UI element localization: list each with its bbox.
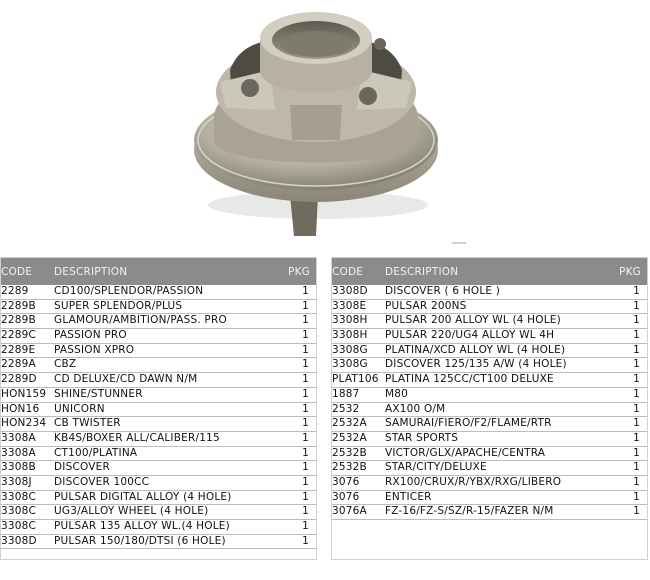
part-code: 3308B bbox=[1, 461, 36, 474]
package-qty: 1 bbox=[633, 343, 640, 356]
part-description: AX100 O/M bbox=[385, 402, 446, 415]
part-code: 2532A bbox=[332, 417, 367, 430]
part-description: CD100/SPLENDOR/PASSION bbox=[54, 285, 204, 297]
table-row bbox=[1, 285, 316, 300]
part-description: UNICORN bbox=[54, 402, 105, 415]
table-row bbox=[1, 314, 316, 329]
package-qty: 1 bbox=[633, 475, 640, 488]
part-code: HON16 bbox=[1, 402, 40, 415]
package-qty: 1 bbox=[302, 417, 309, 430]
package-qty: 1 bbox=[302, 431, 309, 444]
package-qty: 1 bbox=[302, 387, 309, 400]
package-qty: 1 bbox=[302, 505, 309, 518]
table-row bbox=[1, 388, 316, 403]
part-description: ENTICER bbox=[385, 490, 432, 503]
part-description: PASSION XPRO bbox=[54, 343, 135, 356]
part-code: 2289E bbox=[1, 343, 36, 356]
table-row bbox=[1, 358, 316, 373]
part-code: PLAT106 bbox=[332, 373, 379, 386]
part-code: 2289A bbox=[1, 358, 36, 371]
package-qty: 1 bbox=[633, 387, 640, 400]
part-code: 3308C bbox=[1, 490, 37, 503]
part-description: DISCOVER 100CC bbox=[54, 475, 150, 488]
part-description: CD DELUXE/CD DAWN N/M bbox=[54, 373, 198, 386]
package-qty: 1 bbox=[633, 417, 640, 430]
package-qty: 1 bbox=[302, 475, 309, 488]
part-description: PULSAR 220/UG4 ALLOY WL 4H bbox=[385, 329, 555, 342]
part-description: DISCOVER ( 6 HOLE ) bbox=[385, 285, 501, 297]
part-code: 3308D bbox=[332, 285, 368, 297]
table-row bbox=[332, 417, 647, 432]
package-qty: 1 bbox=[633, 299, 640, 312]
column-header-code: CODE bbox=[332, 266, 364, 278]
package-qty: 1 bbox=[302, 343, 309, 356]
part-description: M80 bbox=[385, 387, 409, 400]
package-qty: 1 bbox=[302, 402, 309, 415]
part-code: HON234 bbox=[1, 417, 47, 430]
column-header-pkg: PKG bbox=[619, 266, 641, 278]
table-row bbox=[1, 461, 316, 476]
table-row bbox=[332, 285, 647, 300]
part-code: 3308D bbox=[1, 534, 37, 547]
table-row bbox=[332, 491, 647, 506]
part-description: CB TWISTER bbox=[54, 417, 121, 430]
table-row bbox=[332, 476, 647, 491]
table-row bbox=[332, 388, 647, 403]
package-qty: 1 bbox=[302, 373, 309, 386]
part-code: 3076A bbox=[332, 505, 367, 518]
part-description: PULSAR 135 ALLOY WL.(4 HOLE) bbox=[54, 520, 230, 532]
part-code: 2532B bbox=[332, 461, 367, 474]
part-description: SAMURAI/FIERO/F2/FLAME/RTR bbox=[385, 417, 552, 430]
part-description: SHINE/STUNNER bbox=[54, 387, 143, 400]
package-qty: 1 bbox=[633, 402, 640, 415]
part-code: 3308C bbox=[1, 520, 37, 532]
part-code: 2532 bbox=[332, 402, 360, 415]
table-row bbox=[332, 403, 647, 418]
part-description: PULSAR 200 ALLOY WL (4 HOLE) bbox=[385, 314, 561, 327]
part-code: 3308A bbox=[1, 446, 36, 459]
part-description: GLAMOUR/AMBITION/PASS. PRO bbox=[54, 314, 227, 327]
table-row bbox=[332, 300, 647, 315]
table-row bbox=[332, 505, 647, 520]
part-description: KB4S/BOXER ALL/CALIBER/115 bbox=[54, 431, 220, 444]
table-row bbox=[1, 344, 316, 359]
parts-table-left bbox=[0, 257, 317, 560]
package-qty: 1 bbox=[633, 490, 640, 503]
part-code: HON159 bbox=[1, 387, 47, 400]
part-description: STAR SPORTS bbox=[385, 431, 459, 444]
part-description: PLATINA/XCD ALLOY WL (4 HOLE) bbox=[385, 343, 566, 356]
table-row bbox=[332, 358, 647, 373]
part-description: PULSAR 150/180/DTSI (6 HOLE) bbox=[54, 534, 226, 547]
part-description: VICTOR/GLX/APACHE/CENTRA bbox=[385, 446, 546, 459]
parts-table-right bbox=[331, 257, 648, 560]
part-code: 3308C bbox=[1, 505, 37, 518]
table-row bbox=[1, 417, 316, 432]
part-code: 3308E bbox=[332, 299, 367, 312]
part-description: PULSAR DIGITAL ALLOY (4 HOLE) bbox=[54, 490, 232, 503]
part-description: PULSAR 200NS bbox=[385, 299, 467, 312]
table-row bbox=[332, 373, 647, 388]
table-row bbox=[332, 344, 647, 359]
part-code: 2289B bbox=[1, 314, 36, 327]
package-qty: 1 bbox=[302, 299, 309, 312]
package-qty: 1 bbox=[302, 490, 309, 503]
table-row bbox=[332, 329, 647, 344]
part-description: DISCOVER bbox=[54, 461, 110, 474]
part-code: 2289D bbox=[1, 373, 37, 386]
part-code: 3308H bbox=[332, 314, 368, 327]
table-row bbox=[1, 403, 316, 418]
part-code: 2289C bbox=[1, 329, 37, 342]
part-code: 2532A bbox=[332, 431, 367, 444]
column-header-description: DESCRIPTION bbox=[54, 266, 128, 278]
package-qty: 1 bbox=[633, 285, 640, 297]
part-code: 3308H bbox=[332, 329, 368, 342]
package-qty: 1 bbox=[633, 373, 640, 386]
part-description: UG3/ALLOY WHEEL (4 HOLE) bbox=[54, 505, 209, 518]
package-qty: 1 bbox=[633, 431, 640, 444]
package-qty: 1 bbox=[633, 461, 640, 474]
table-row bbox=[1, 373, 316, 388]
table-row bbox=[1, 535, 316, 550]
part-description: SUPER SPLENDOR/PLUS bbox=[54, 299, 183, 312]
part-description: STAR/CITY/DELUXE bbox=[385, 461, 487, 474]
table-row bbox=[1, 520, 316, 535]
part-description: DISCOVER 125/135 A/W (4 HOLE) bbox=[385, 358, 567, 371]
part-description: RX100/CRUX/R/YBX/RXG/LIBERO bbox=[385, 475, 562, 488]
package-qty: 1 bbox=[633, 446, 640, 459]
package-qty: 1 bbox=[633, 358, 640, 371]
part-code: 2289 bbox=[1, 285, 29, 297]
part-description: CBZ bbox=[54, 358, 77, 371]
column-header-description: DESCRIPTION bbox=[385, 266, 459, 278]
package-qty: 1 bbox=[302, 358, 309, 371]
part-code: 3076 bbox=[332, 475, 360, 488]
package-qty: 1 bbox=[302, 520, 309, 532]
package-qty: 1 bbox=[302, 534, 309, 547]
part-code: 3076 bbox=[332, 490, 360, 503]
table-row bbox=[1, 447, 316, 462]
part-code: 2289B bbox=[1, 299, 36, 312]
table-row bbox=[1, 432, 316, 447]
part-description: PASSION PRO bbox=[54, 329, 127, 342]
package-qty: 1 bbox=[302, 446, 309, 459]
part-description: CT100/PLATINA bbox=[54, 446, 138, 459]
part-description: PLATINA 125CC/CT100 DELUXE bbox=[385, 373, 554, 386]
table-row bbox=[1, 300, 316, 315]
package-qty: 1 bbox=[302, 329, 309, 342]
table-row bbox=[332, 432, 647, 447]
table-header bbox=[332, 258, 647, 285]
table-row bbox=[332, 461, 647, 476]
package-qty: 1 bbox=[302, 285, 309, 297]
table-row bbox=[1, 505, 316, 520]
part-code: 3308J bbox=[1, 475, 32, 488]
part-code: 3308A bbox=[1, 431, 36, 444]
product-photo bbox=[0, 0, 650, 250]
package-qty: 1 bbox=[633, 329, 640, 342]
table-row bbox=[332, 447, 647, 462]
package-qty: 1 bbox=[302, 461, 309, 474]
package-qty: 1 bbox=[633, 314, 640, 327]
table-row bbox=[1, 491, 316, 506]
table-header bbox=[1, 258, 316, 285]
table-row bbox=[332, 314, 647, 329]
column-header-pkg: PKG bbox=[288, 266, 310, 278]
package-qty: 1 bbox=[302, 314, 309, 327]
column-header-code: CODE bbox=[1, 266, 33, 278]
table-row bbox=[1, 476, 316, 491]
table-row bbox=[1, 329, 316, 344]
part-code: 1887 bbox=[332, 387, 360, 400]
part-description: FZ-16/FZ-S/SZ/R-15/FAZER N/M bbox=[385, 505, 554, 518]
package-qty: 1 bbox=[633, 505, 640, 518]
part-code: 3308G bbox=[332, 358, 368, 371]
part-code: 3308G bbox=[332, 343, 368, 356]
part-code: 2532B bbox=[332, 446, 367, 459]
